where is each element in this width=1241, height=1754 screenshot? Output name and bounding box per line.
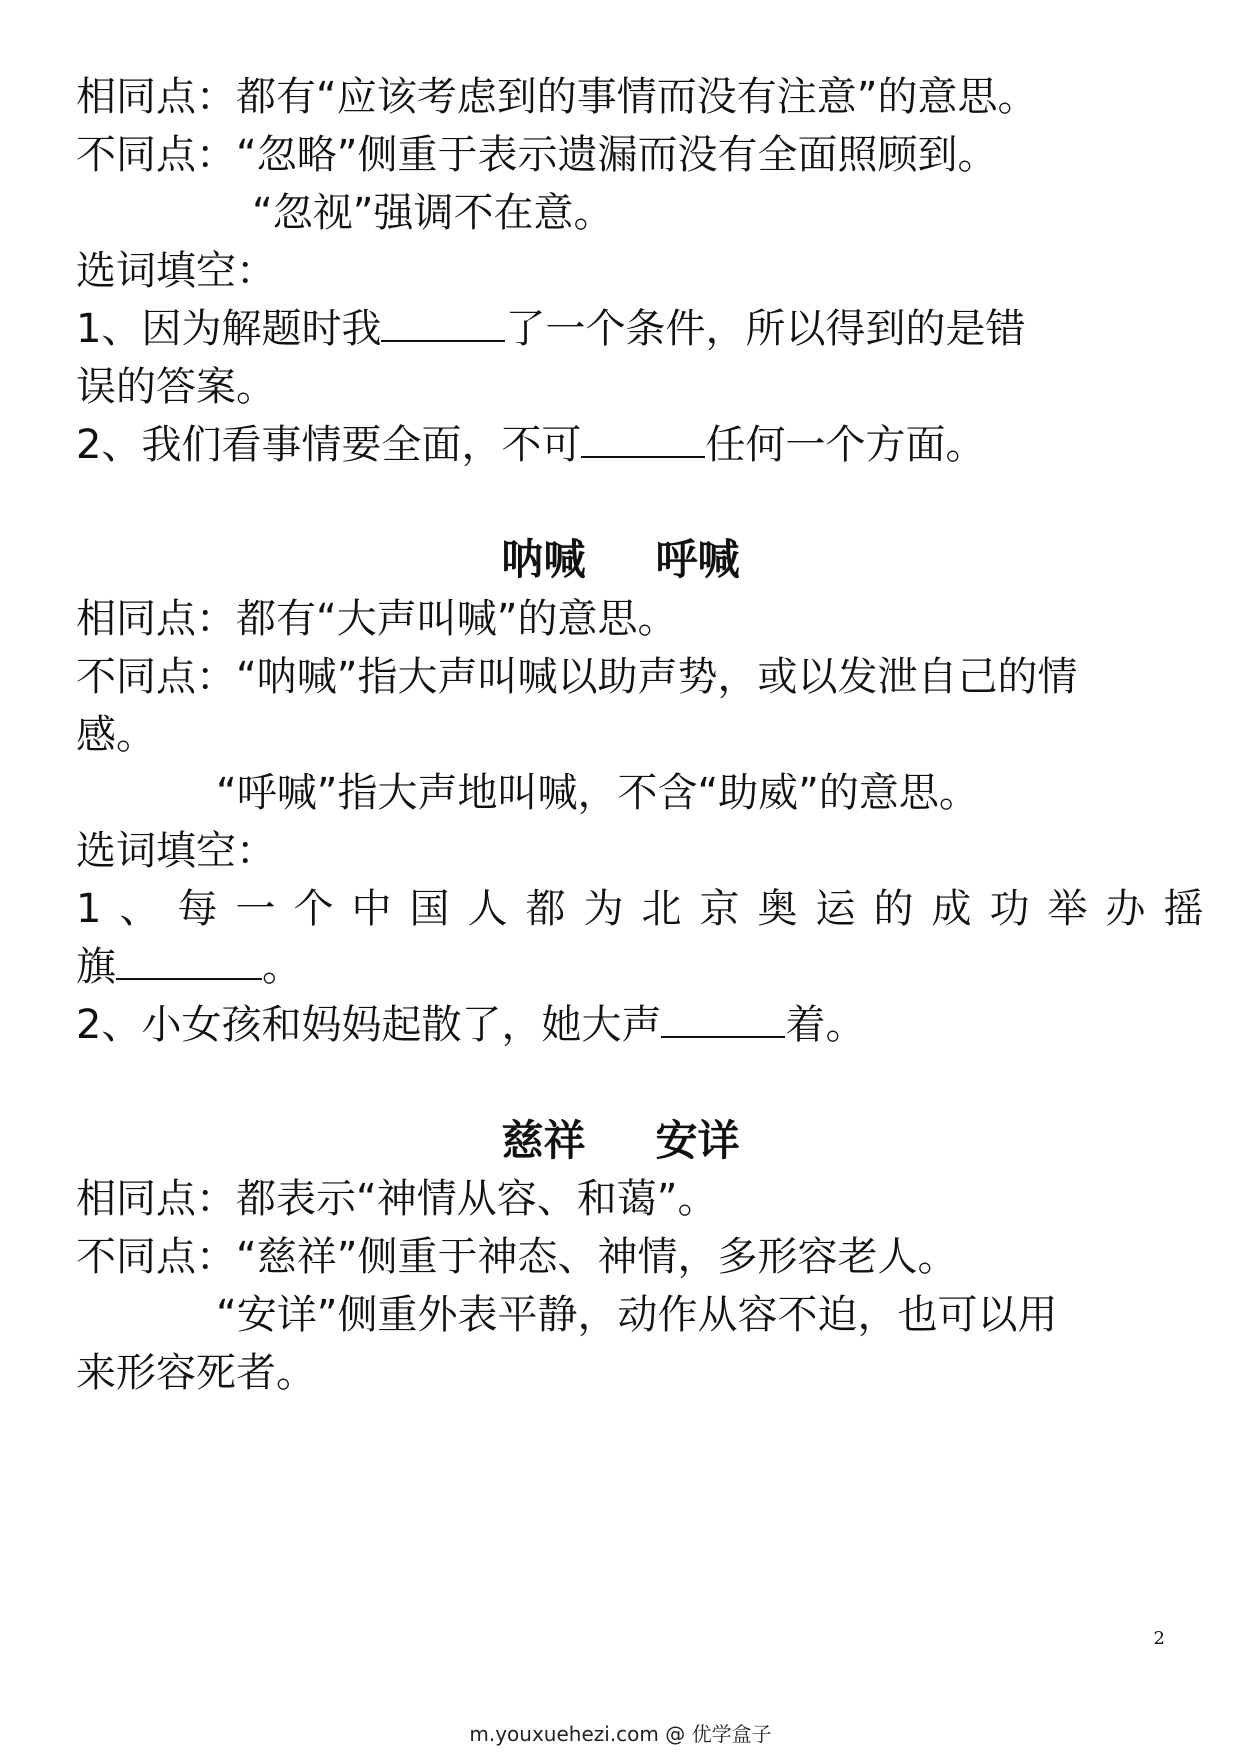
- s1-q2: [76, 420, 1165, 470]
- s2-diff-2: “呼喊”指大声地叫喊，不含“助威”的意思。: [216, 770, 979, 816]
- s2-word1: 呐喊: [501, 535, 586, 584]
- s2-q1-cont: [76, 942, 1165, 992]
- s1-q1-text-a: 1、因为解题时我: [76, 306, 382, 352]
- s3-word1: 慈祥: [501, 1116, 586, 1165]
- s1-q1-cont: 误的答案。: [76, 364, 276, 410]
- s1-same: 相同点：都有“应该考虑到的事情而没有注意”的意思。: [76, 74, 1038, 120]
- s2-q1-text-b: 旗: [76, 944, 116, 990]
- s2-q1: 1、每一个中国人都为北京奥运的成功举办摇: [76, 886, 1222, 932]
- s3-diff-2a: “安详”侧重外表平静，动作从容不迫，也可以用: [216, 1292, 1058, 1338]
- s3-word2: 安详: [655, 1116, 740, 1165]
- s1-diff-1: 不同点：“忽略”侧重于表示遗漏而没有全面照顾到。: [76, 132, 998, 178]
- s2-q2-text-a: 2、小女孩和妈妈起散了，她大声: [76, 1002, 662, 1048]
- s1-q2-blank[interactable]: [581, 422, 705, 458]
- s1-q2-text-b: 任何一个方面。: [705, 422, 986, 468]
- s1-q1-blank[interactable]: [381, 306, 505, 342]
- s2-q2-text-b: 着。: [785, 1002, 866, 1048]
- s1-q1-text-b: 了一个条件，所以得到的是错: [505, 306, 1026, 352]
- s2-same: 相同点：都有“大声叫喊”的意思。: [76, 596, 678, 642]
- s2-word2: 呼喊: [655, 535, 740, 584]
- s1-diff-2: “忽视”强调不在意。: [252, 190, 614, 236]
- footer-watermark: m.youxuehezi.com @ 优学盒子: [469, 1722, 772, 1746]
- s2-q1-text-c: 。: [262, 944, 302, 990]
- s3-same: 相同点：都表示“神情从容、和蔼”。: [76, 1176, 718, 1222]
- page-number: 2: [1153, 1628, 1165, 1649]
- s2-q1-blank[interactable]: [116, 944, 262, 980]
- s1-exercise-title: 选词填空：: [76, 248, 276, 294]
- s2-exercise-title: 选词填空：: [76, 828, 276, 874]
- s2-q2-blank[interactable]: [661, 1002, 785, 1038]
- s2-diff-1b: 感。: [76, 712, 156, 758]
- s1-q2-text-a: 2、我们看事情要全面，不可: [76, 422, 582, 468]
- s2-heading: [0, 535, 1241, 585]
- s2-q2: [76, 1000, 1165, 1050]
- s3-diff-1: 不同点：“慈祥”侧重于神态、神情，多形容老人。: [76, 1234, 958, 1280]
- s3-diff-2b: 来形容死者。: [76, 1350, 316, 1396]
- s1-q1: [76, 304, 1165, 354]
- s3-heading: [0, 1116, 1241, 1166]
- s2-diff-1a: 不同点：“呐喊”指大声叫喊以助声势，或以发泄自己的情: [76, 654, 1078, 700]
